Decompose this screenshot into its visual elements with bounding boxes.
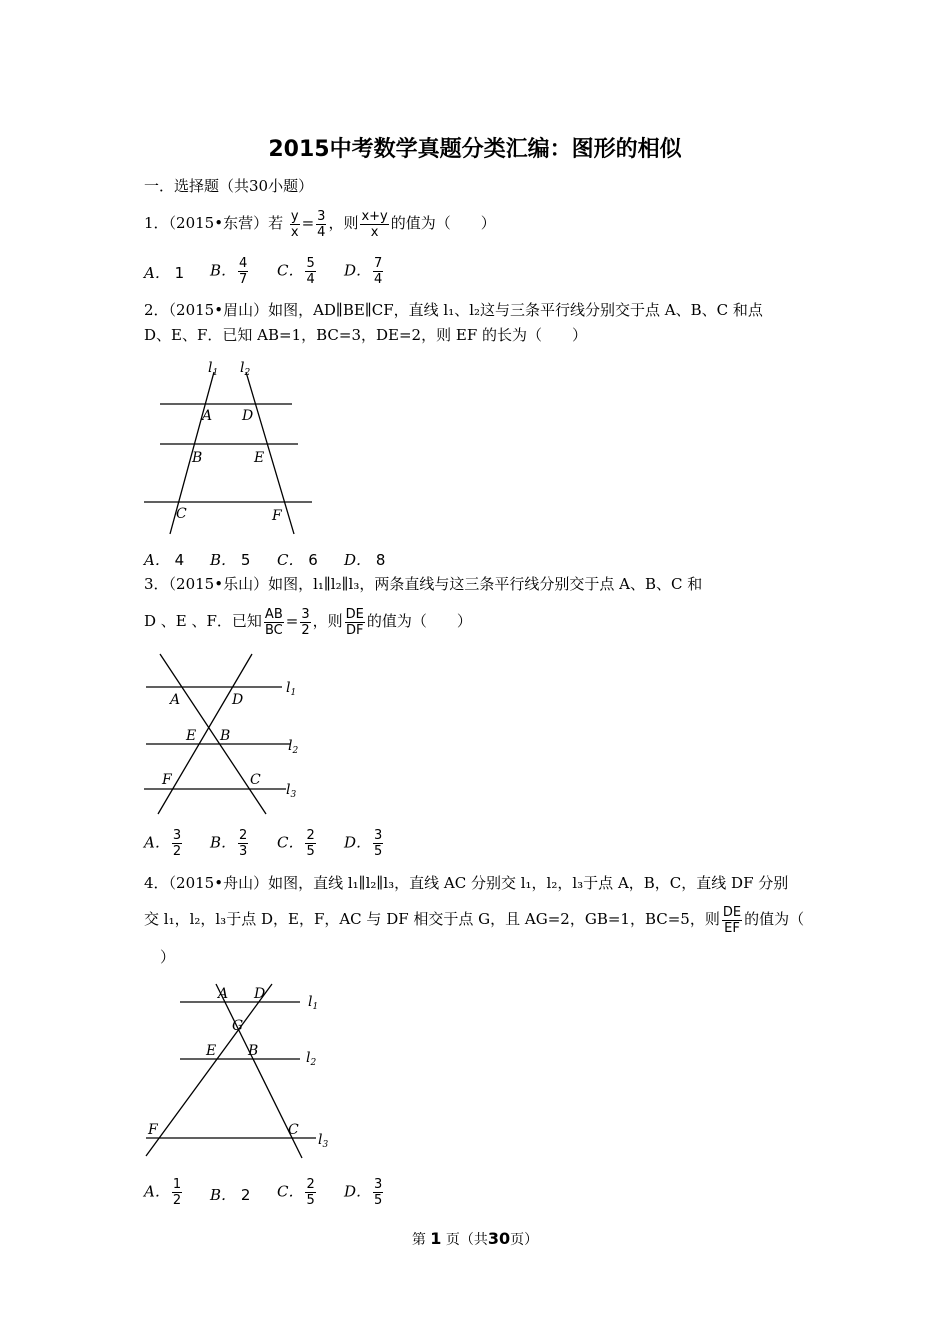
- label-b: B: [220, 728, 231, 744]
- page-footer: 第 1 页（共30页）: [411, 1229, 539, 1248]
- label-l1: $l_1$: [308, 994, 319, 1012]
- question-2-figure: [140, 358, 320, 538]
- label-l3: $l_3$: [318, 1132, 329, 1150]
- fraction-xplusy-over-x: $\frac{x+y}{x}$: [361, 208, 388, 240]
- question-4-option-b[interactable]: B． 2: [210, 1186, 251, 1204]
- question-4-option-d[interactable]: D． $\frac{3}{5}$: [344, 1177, 383, 1208]
- question-3-stem-line-1: 3．（2015•乐山）如图，l₁∥l₂∥l₃，两条直线与这三条平行线分别交于点 A、B、C 和: [144, 575, 703, 593]
- question-2-option-b[interactable]: B． 5: [210, 551, 251, 569]
- question-3-option-d[interactable]: D． $\frac{3}{5}$: [344, 828, 383, 859]
- label-b: B: [192, 450, 203, 466]
- label-d: D: [242, 408, 254, 424]
- question-1-source: （2015•东营）: [168, 214, 269, 232]
- section-heading: 一．选择题（共30小题）: [144, 177, 314, 195]
- question-2-option-d[interactable]: D． 8: [344, 551, 386, 569]
- question-3-option-c[interactable]: C． $\frac{2}{5}$: [277, 828, 315, 859]
- question-4-figure: [140, 980, 340, 1162]
- question-4-stem-line-3: ）: [160, 948, 176, 966]
- question-3-figure: [140, 650, 315, 818]
- label-l1: $l_1$: [286, 680, 297, 698]
- label-a: A: [170, 692, 181, 708]
- label-f: F: [272, 508, 282, 524]
- question-3-option-a[interactable]: A． $\frac{3}{2}$: [144, 828, 182, 859]
- label-l3: $l_3$: [286, 782, 297, 800]
- label-f: F: [148, 1122, 158, 1138]
- question-4-option-a[interactable]: A． $\frac{1}{2}$: [144, 1177, 182, 1208]
- label-e: E: [186, 728, 197, 744]
- label-c: C: [288, 1122, 299, 1138]
- question-1-option-c[interactable]: C． $\frac{5}{4}$: [277, 256, 315, 287]
- question-3-option-b[interactable]: B． $\frac{2}{3}$: [210, 828, 248, 859]
- page-title: 2015中考数学真题分类汇编：图形的相似: [268, 137, 682, 162]
- label-l2: $l_2$: [288, 738, 299, 756]
- fraction-de-over-ef: $\frac{DE}{EF}$: [722, 904, 742, 936]
- question-1-stem: 1．（2015•东营）若 $\frac{y}{x}$ = $\frac{3}{4}$ ，则 $\frac{x+y}{x}$ 的值为（ ）: [144, 208, 496, 240]
- question-2-stem-line-2: D、E、F．已知 AB=1，BC=3，DE=2，则 EF 的长为（ ）: [144, 326, 587, 344]
- fraction-ab-over-bc: $\frac{AB}{BC}$: [264, 606, 283, 638]
- label-l2: $l_2$: [306, 1050, 317, 1068]
- label-l1: $l_1$: [208, 360, 219, 378]
- question-1-number: 1．: [144, 214, 169, 232]
- label-d: D: [232, 692, 244, 708]
- label-c: C: [176, 506, 187, 522]
- question-2-option-a[interactable]: A． 4: [144, 551, 185, 569]
- question-4-option-c[interactable]: C． $\frac{2}{5}$: [277, 1177, 315, 1208]
- question-2-stem-line-1: 2．（2015•眉山）如图，AD∥BE∥CF，直线 l₁、l₂这与三条平行线分别交于点 A、B、C 和点: [144, 301, 763, 319]
- label-f: F: [162, 772, 172, 788]
- question-2-option-c[interactable]: C． 6: [277, 551, 318, 569]
- label-g: G: [232, 1018, 244, 1034]
- question-1-option-b[interactable]: B． $\frac{4}{7}$: [210, 256, 248, 287]
- question-1-option-a[interactable]: A． 1: [144, 264, 185, 282]
- question-4-stem-line-1: 4．（2015•舟山）如图，直线 l₁∥l₂∥l₃，直线 AC 分别交 l₁，l₂，l₃于点 A，B，C，直线 DF 分别: [144, 874, 789, 892]
- fraction-y-over-x: $\frac{y}{x}$: [290, 208, 299, 240]
- fraction-3-over-2: $\frac{3}{2}$: [301, 606, 310, 638]
- question-4-stem-line-2: 交 l₁，l₂，l₃于点 D，E，F，AC 与 DF 相交于点 G，且 AG=2，GB=1，BC=5，则 $\frac{DE}{EF}$ 的值为（: [144, 904, 805, 936]
- current-page-number: 1: [430, 1229, 442, 1248]
- question-3-stem-line-2: D 、E 、F．已知 $\frac{AB}{BC}$ = $\frac{3}{2}$ ，则 $\frac{DE}{DF}$ 的值为（ ）: [144, 606, 472, 638]
- fraction-de-over-df: $\frac{DE}{DF}$: [345, 606, 364, 638]
- label-a: A: [218, 986, 229, 1002]
- fraction-3-over-4: $\frac{3}{4}$: [317, 208, 326, 240]
- question-1-option-d[interactable]: D． $\frac{7}{4}$: [344, 256, 383, 287]
- label-b: B: [248, 1043, 259, 1059]
- label-c: C: [250, 772, 261, 788]
- total-pages: 30: [487, 1229, 511, 1248]
- label-d: D: [254, 986, 266, 1002]
- label-a: A: [202, 408, 213, 424]
- label-e: E: [206, 1043, 217, 1059]
- label-e: E: [254, 450, 265, 466]
- label-l2: $l_2$: [240, 360, 251, 378]
